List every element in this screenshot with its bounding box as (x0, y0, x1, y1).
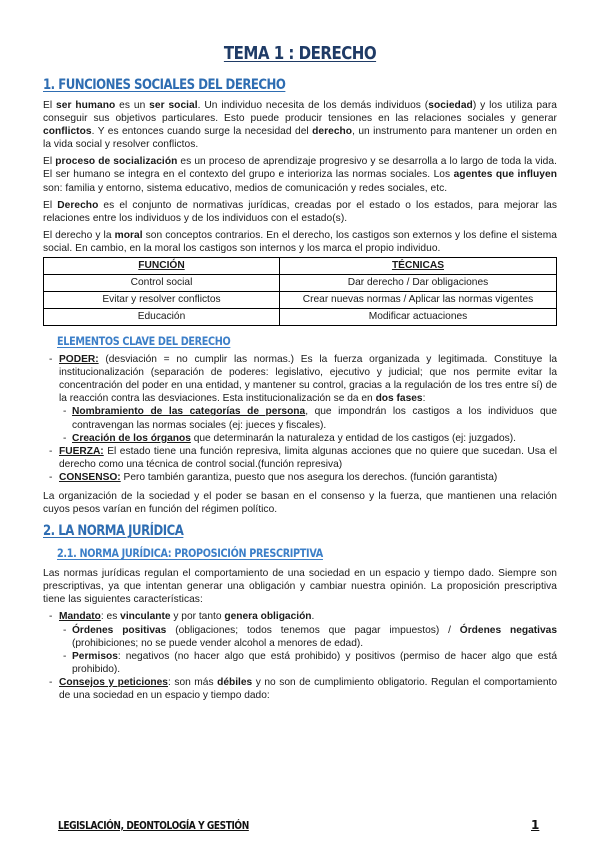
footer-page-number: 1 (531, 818, 540, 832)
subsection-heading-elementos: ELEMENTOS CLAVE DEL DERECHO (57, 334, 231, 349)
list-item-consejos: - Consejos y peticiones: son más débiles y no son de cumplimiento obligatorio. Regulan el comportamiento de una sociedad en un espacio y tiempo dado: (49, 676, 557, 701)
section-heading-funciones: 1. FUNCIONES SOCIALES DEL DERECHO (43, 77, 286, 93)
bullet: - (49, 471, 53, 483)
characteristics-list (43, 610, 557, 702)
table-header-row (44, 258, 557, 275)
list-item-consenso: - CONSENSO: Pero también garantiza, puesto que nos asegura los derechos. (función garantista) (49, 471, 498, 483)
paragraph-derecho: El Derecho es el conjunto de normativas jurídicas, creadas por el estado o los estados, para mejorar las relaciones entre los individuos y de los individuos con el estado(s). (43, 199, 557, 224)
subsection-heading-proposicion: 2.1. NORMA JURÍDICA: PROPOSICIÓN PRESCRIPTIVA (57, 546, 323, 561)
elements-list (43, 353, 557, 484)
bullet: - (49, 676, 53, 688)
bullet: - (49, 354, 53, 366)
page-title: TEMA 1 : DERECHO (223, 44, 377, 64)
table-header-funcion: FUNCIÓN (44, 258, 280, 275)
table-cell: Modificar actuaciones (279, 309, 556, 326)
list-item-poder: - PODER: (desviación = no cumplir las normas.) Es la fuerza organizada y legitimada. Constituye la institucionalización (separación de poderes: legislativo, ejecutivo y judicial; que nos permite evitar la concentración del poder en una entidad, y mantener su control, gracias a la regulación de los tres entre sí) de la reacción contra las desviaciones. Esta institucionalización se da en dos fases: - Nombramiento de las categorías de persona, que impondrán los castigos a los individuos que contravengan las normas sociales (ej: jueces y fiscales). - Creación de los órganos que determinarán la naturaleza y entidad de los castigos (ej: juzgados). (49, 354, 557, 444)
bullet: - (63, 650, 67, 662)
bullet: - (63, 624, 67, 636)
paragraph-organizacion: La organización de la sociedad y el poder se basan en el consenso y la fuerza, que mantienen una relación cuyos pesos varían en función del régimen político. (43, 490, 557, 516)
bullet: - (49, 611, 53, 623)
paragraph-socializacion: El proceso de socialización es un proceso de aprendizaje progresivo y se desarrolla a lo largo de toda la vida. El ser humano se integra en el contexto del grupo e interioriza las normas sociales. Los agentes que influyen son: familia y entorno, sistema educativo, medios de comunicación y redes sociales, etc. (43, 156, 557, 194)
paragraph-ser-humano: El ser humano es un ser social. Un individuo necesita de los demás individuos (sociedad) y los utiliza para conseguir sus objetivos particulares. Esto puede producir tensiones en las relaciones sociales y generar conflictos. Y es entonces cuando surge la necesidad del derecho, un instrumento para mantener un orden en la vida social y resolver conflictos. (43, 100, 558, 151)
table-cell: Control social (44, 275, 280, 292)
list-item-nombramiento: - Nombramiento de las categorías de persona, que impondrán los castigos a los individuos que contravengan las normas sociales (ej: jueces y fiscales). (63, 406, 557, 431)
footer-subject: LEGISLACIÓN, DEONTOLOGÍA Y GESTIÓN (58, 819, 249, 832)
section-heading-norma: 2. LA NORMA JURÍDICA (43, 523, 184, 540)
table-row (44, 309, 557, 326)
table-row (44, 275, 557, 292)
table-cell: Dar derecho / Dar obligaciones (279, 275, 556, 292)
list-item-ordenes: - Órdenes positivas (obligaciones; todos tenemos que pagar impuestos) / Órdenes negativas (prohibiciones; no se puede vender alcohol a menores de edad). (63, 624, 557, 649)
bullet: - (63, 432, 67, 444)
list-item-fuerza: - FUERZA: El estado tiene una función represiva, limita algunas acciones que no quiere que sucedan. Usa el derecho como una técnica de control social.(función represiva) (49, 445, 557, 470)
poder-sublist (59, 405, 557, 444)
paragraph-normas-intro: Las normas jurídicas regulan el comportamiento de una sociedad en un espacio y tiempo dado. Siempre son prescriptivas, ya que intentan generar una obligación y cambiar nuestra opinión. La proposición prescriptiva tiene las siguientes características: (43, 568, 557, 606)
bullet: - (49, 445, 53, 457)
table-cell: Evitar y resolver conflictos (44, 292, 280, 309)
list-item-mandato: - Mandato: es vinculante y por tanto genera obligación. - Órdenes positivas (obligaciones; todos tenemos que pagar impuestos) / Órdenes negativas (prohibiciones; no se puede vender alcohol a menores de edad). - Permisos: negativos (no hacer algo que está prohibido) y positivos (permiso de hacer algo que está prohibido). (49, 611, 557, 675)
list-item-permisos: - Permisos: negativos (no hacer algo que está prohibido) y positivos (permiso de hacer algo que está prohibido). (63, 650, 557, 675)
page-content (43, 42, 557, 702)
table-row (44, 292, 557, 309)
list-item-creacion: - Creación de los órganos que determinarán la naturaleza y entidad de los castigos (ej: juzgados). (63, 432, 516, 444)
paragraph-moral: El derecho y la moral son conceptos contrarios. En el derecho, los castigos son externos y los define el sistema social. En cambio, en la moral los castigos son internos y los marca el propio individuo. (43, 229, 557, 254)
bullet: - (63, 406, 67, 418)
mandato-sublist (59, 624, 557, 676)
functions-table (43, 257, 557, 326)
table-cell: Crear nuevas normas / Aplicar las normas vigentes (279, 292, 556, 309)
table-cell: Educación (44, 309, 280, 326)
table-header-tecnicas: TÉCNICAS (279, 258, 556, 275)
